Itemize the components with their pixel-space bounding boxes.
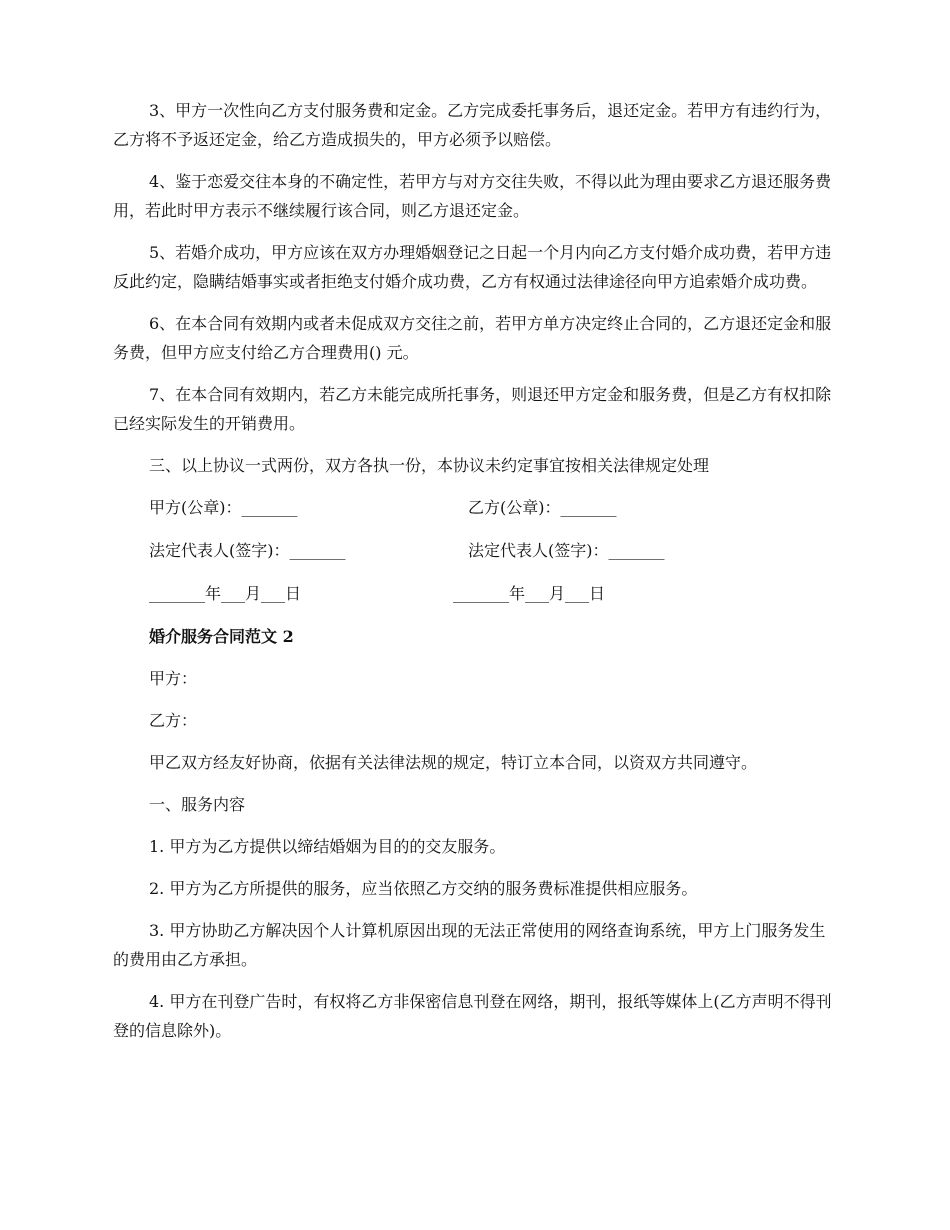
service-item-4: 4. 甲方在刊登广告时，有权将乙方非保密信息刊登在网络，期刊，报纸等媒体上(乙方声明不得刊登的信息除外)。 <box>113 992 832 1040</box>
signature-row-date <box>113 579 833 608</box>
service-content-heading: 一、服务内容 <box>149 795 246 814</box>
party-b-representative-field: 法定代表人(签字)：_______ <box>468 541 665 560</box>
signature-row-representative <box>113 536 833 565</box>
document-body <box>113 96 833 1058</box>
service-item-1: 1. 甲方为乙方提供以缔结婚姻为目的的交友服务。 <box>149 837 506 856</box>
service-item-3: 3. 甲方协助乙方解决因个人计算机原因出现的无法正常使用的网络查询系统，甲方上门服务发生的费用由乙方承担。 <box>113 921 826 969</box>
party-a-label: 甲方： <box>149 669 198 688</box>
party-a-seal-field: 甲方(公章)：_______ <box>149 498 298 517</box>
service-item-2: 2. 甲方为乙方所提供的服务，应当依照乙方交纳的服务费标准提供相应服务。 <box>149 879 698 898</box>
party-a-date-field: _______年___月___日 <box>149 584 302 603</box>
clause-3: 3、甲方一次性向乙方支付服务费和定金。乙方完成委托事务后，退还定金。若甲方有违约行为，乙方将不予返还定金，给乙方造成损失的，甲方必须予以赔偿。 <box>113 101 832 149</box>
section-2-title: 婚介服务合同范文 2 <box>149 627 294 646</box>
clause-5: 5、若婚介成功，甲方应该在双方办理婚姻登记之日起一个月内向乙方支付婚介成功费，若甲方违反此约定，隐瞒结婚事实或者拒绝支付婚介成功费，乙方有权通过法律途径向甲方追索婚介成功费。 <box>113 243 832 291</box>
party-b-date-field: _______年___月___日 <box>453 584 606 603</box>
party-b-label: 乙方： <box>149 711 198 730</box>
party-a-representative-field: 法定代表人(签字)：_______ <box>149 541 346 560</box>
clause-three-copies: 三、以上协议一式两份，双方各执一份，本协议未约定事宜按相关法律规定处理 <box>149 456 710 475</box>
contract-intro: 甲乙双方经友好协商，依据有关法律法规的规定，特订立本合同，以资双方共同遵守。 <box>149 753 758 772</box>
clause-4: 4、鉴于恋爱交往本身的不确定性，若甲方与对方交往失败，不得以此为理由要求乙方退还服务费用，若此时甲方表示不继续履行该合同，则乙方退还定金。 <box>113 172 832 220</box>
signature-row-seal <box>113 493 833 522</box>
clause-7: 7、在本合同有效期内，若乙方未能完成所托事务，则退还甲方定金和服务费，但是乙方有权扣除已经实际发生的开销费用。 <box>113 385 832 433</box>
party-b-seal-field: 乙方(公章)：_______ <box>468 498 617 517</box>
clause-6: 6、在本合同有效期内或者未促成双方交往之前，若甲方单方决定终止合同的，乙方退还定金和服务费，但甲方应支付给乙方合理费用() 元。 <box>113 314 832 362</box>
